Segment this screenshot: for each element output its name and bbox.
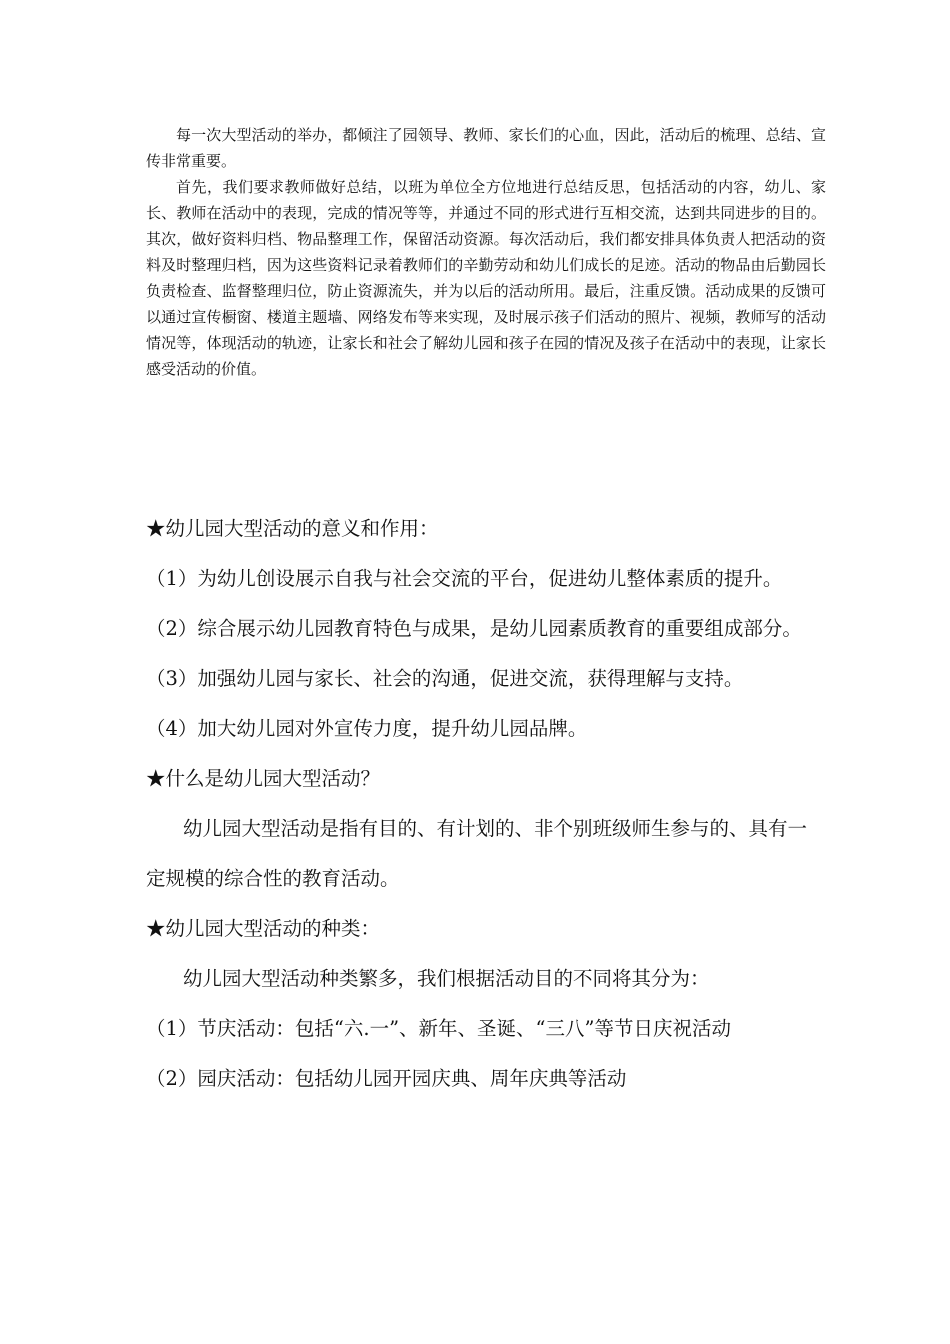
intro-paragraph-1: 每一次大型活动的举办，都倾注了园领导、教师、家长们的心血，因此，活动后的梳理、总结、宣传非常重要。 [146,126,826,170]
meaning-item-4: （4）加大幼儿园对外宣传力度，提升幼儿园品牌。 [146,717,588,740]
meaning-item-1: （1）为幼儿创设展示自我与社会交流的平台，促进幼儿整体素质的提升。 [146,567,783,590]
intro-paragraph-2: 首先，我们要求教师做好总结，以班为单位全方位地进行总结反思，包括活动的内容，幼儿、家长、教师在活动中的表现，完成的情况等等，并通过不同的形式进行互相交流，达到共同进步的目的。其次，做好资料归档、物品整理工作，保留活动资源。每次活动后，我们都安排具体负责人把活动的资料及时整理归档，因为这些资料记录着教师们的辛勤劳动和幼儿们成长的足迹。活动的物品由后勤园长负责检查、监督整理归位，防止资源流失，并为以后的活动所用。最后，注重反馈。活动成果的反馈可以通过宣传橱窗、楼道主题墙、网络发布等来实现，及时展示孩子们活动的照片、视频，教师写的活动情况等，体现活动的轨迹，让家长和社会了解幼儿园和孩子在园的情况及孩子在活动中的表现，让家长感受活动的价值。 [146,178,826,378]
types-heading: ★幼儿园大型活动的种类： [146,917,381,940]
intro-section [146,122,826,382]
what-heading: ★什么是幼儿园大型活动？ [146,767,381,790]
meaning-heading: ★幼儿园大型活动的意义和作用： [146,517,439,540]
types-item-2: （2）园庆活动：包括幼儿园开园庆典、周年庆典等活动 [146,1067,627,1090]
meaning-item-3: （3）加强幼儿园与家长、社会的沟通，促进交流，获得理解与支持。 [146,667,744,690]
meaning-item-2: （2）综合展示幼儿园教育特色与成果，是幼儿园素质教育的重要组成部分。 [146,617,802,640]
main-section [146,504,816,1104]
what-body: 幼儿园大型活动是指有目的、有计划的、非个别班级师生参与的、具有一定规模的综合性的教育活动。 [146,817,808,890]
types-intro: 幼儿园大型活动种类繁多，我们根据活动目的不同将其分为： [183,967,710,990]
types-item-1: （1）节庆活动：包括“六.一”、新年、圣诞、“三八”等节日庆祝活动 [146,1017,731,1040]
